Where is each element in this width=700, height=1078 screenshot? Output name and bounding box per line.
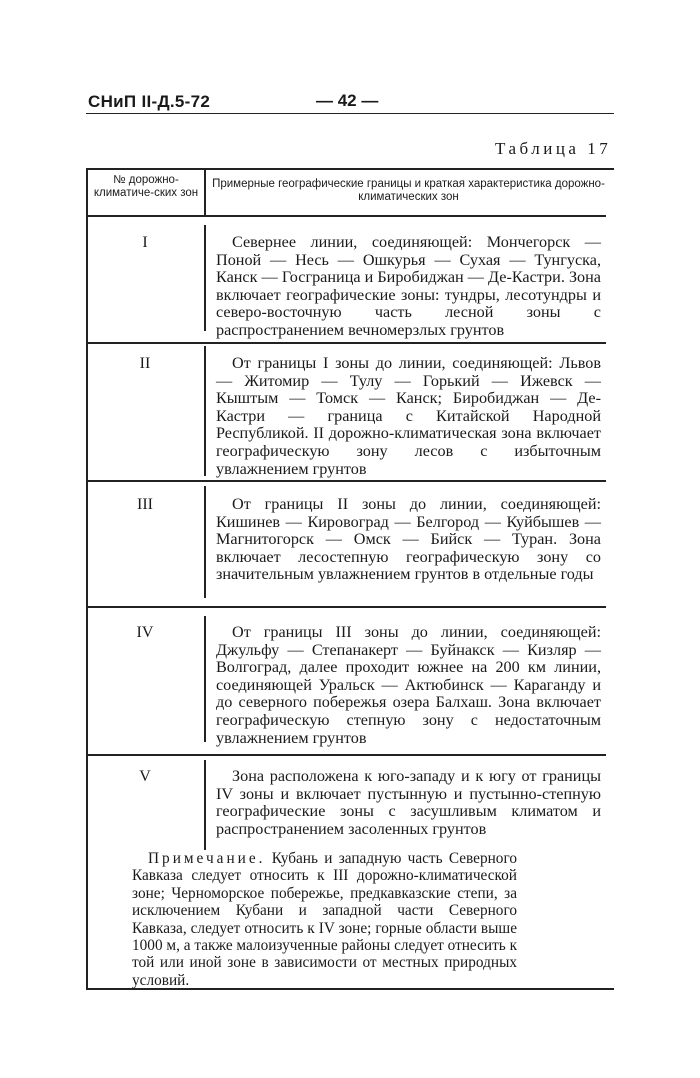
note-text: Кубань и западную часть Северного Кавказа следует относить к III дорожно-климатической зоне; Черноморское побережье, предкавказские степи, за исключением Кубани и западной части Северного Кавказа, следует относить к IV зоне; горные области выше 1000 м, а также малоизученные районы следует отнесить к той или иной зоне в зависимости от местных природных условий.: [132, 850, 517, 989]
table-note: [132, 850, 517, 989]
zone-number-column-header: № дорожно-климатиче-ских зон: [93, 174, 199, 199]
description-column-header: Примерные географические границы и краткая характеристика дорожно-климатических зон: [212, 178, 605, 203]
table-label: Таблица 17: [495, 139, 612, 158]
zone-description: Севернее линии, соединяющей: Мончегорск — Поной — Несь — Ошкурья — Сухая — Тунгуска, Канск — Госграница и Биробиджан — Де-Кастри. Зона включает географические зоны: тундры, лесотундры и северо-восточную часть лесной зоны с распространением вечномерзлых грунтов: [216, 233, 601, 339]
row-divider: [204, 225, 206, 331]
page-number: — 42 —: [316, 91, 379, 110]
row-divider: [204, 486, 206, 598]
zone-number: IV: [136, 624, 154, 641]
note-label: Примечание.: [148, 850, 266, 867]
zone-description: От границы II зоны до линии, соединяющей: Кишинев — Кировоград — Белгород — Куйбышев — Магнитогорск — Омск — Бийск — Туран. Зона включает лесостепную географическую зону со значительным увлажнением грунтов в отдельные годы: [216, 495, 601, 584]
row-rule: [86, 754, 606, 756]
row-rule: [86, 480, 606, 482]
row-divider: [204, 616, 206, 742]
row-rule: [86, 606, 606, 608]
document-code: СНиП II-Д.5-72: [88, 92, 211, 111]
header-bottom-rule: [86, 215, 606, 217]
table-top-border: [86, 168, 614, 170]
zone-number: III: [137, 496, 153, 513]
zone-number: I: [142, 234, 148, 251]
zone-description: От границы III зоны до линии, соединяющей: Джульфу — Степанакерт — Буйнакск — Кизляр — Волгоград, далее проходит южнее на 200 км линии, соединяющей Уральск — Актюбинск — Караганду и до северного побережья озера Балхаш. Зона включает географическую степную зону с недостаточным увлажнением грунтов: [216, 623, 601, 747]
row-divider: [204, 346, 206, 476]
header-column-divider: [204, 168, 206, 215]
zone-number: II: [139, 355, 151, 372]
zone-number: V: [139, 768, 151, 785]
row-rule: [86, 342, 606, 344]
row-divider: [204, 760, 206, 850]
header-rule: [86, 113, 614, 114]
zone-description: От границы I зоны до линии, соединяющей: Львов — Житомир — Тулу — Горький — Ижевск — Кыштым — Томск — Канск; Биробиджан — Де-Кастри — граница с Китайской Народной Республикой. II дорожно-климатическая зона включает географическую зону лесов с избыточным увлажнением грунтов: [216, 354, 601, 478]
zone-description: Зона расположена к юго-западу и к югу от границы IV зоны и включает пустынную и пустынно-степную географические зоны с засушливым климатом и распространением засоленных грунтов: [216, 767, 601, 838]
table-left-border: [86, 168, 88, 990]
